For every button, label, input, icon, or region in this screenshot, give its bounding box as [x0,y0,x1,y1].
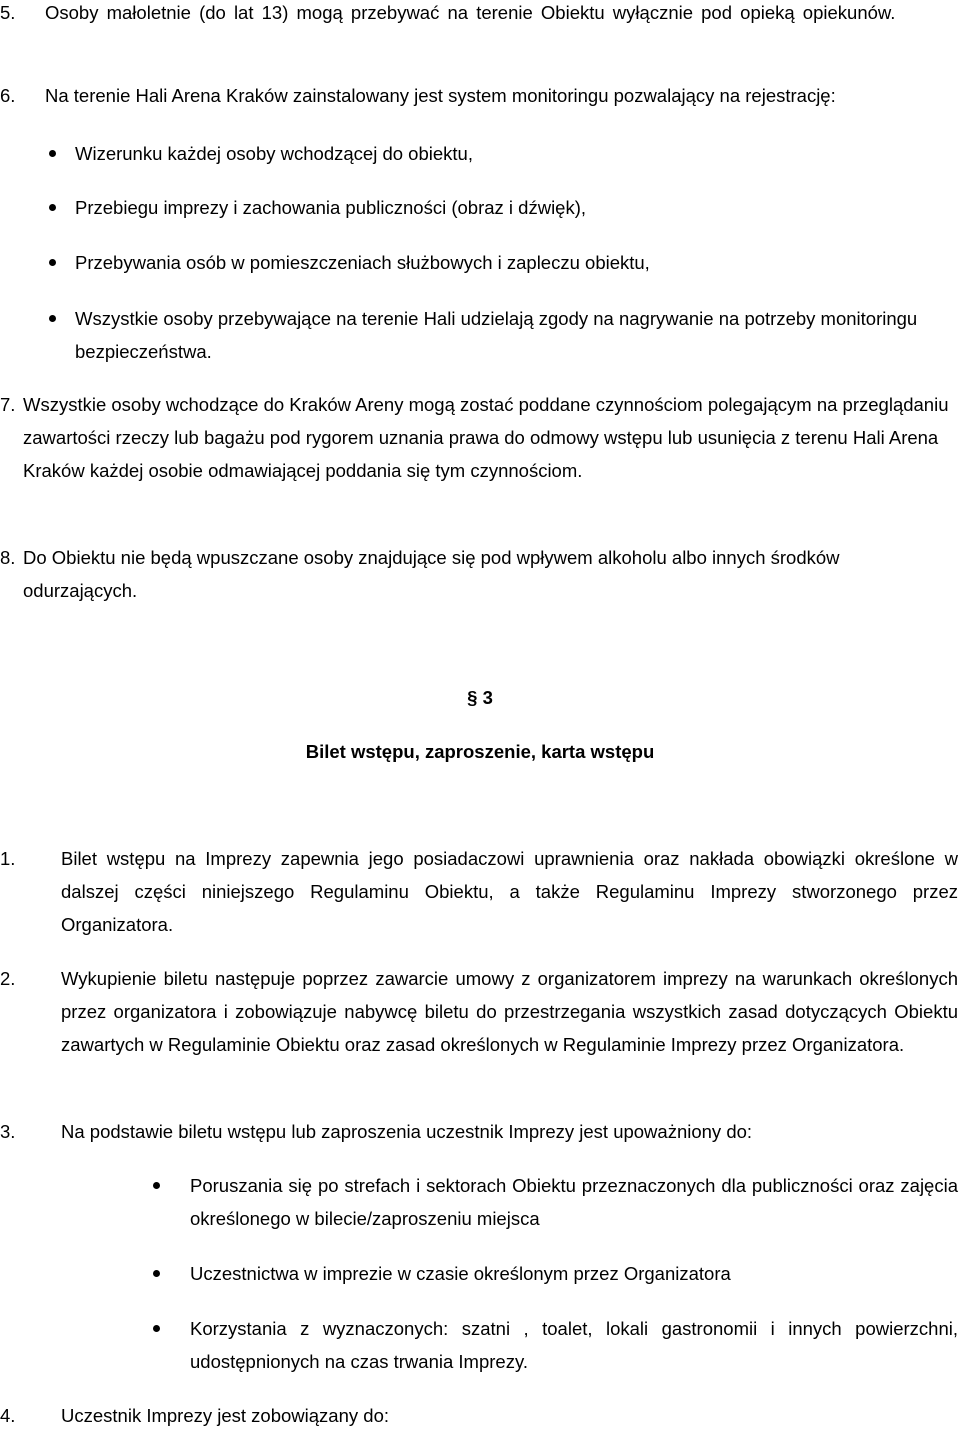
list-item-text: Przebywania osób w pomieszczeniach służbowych i zapleczu obiektu, [75,252,650,273]
list-item-text: Korzystania z wyznaczonych: szatni , toalet, lokali gastronomii i innych powierzchni, udostępnionych na czas trwania Imprezy. [190,1318,958,1372]
section-title: Bilet wstępu, zaproszenie, karta wstępu [305,741,655,762]
list-item-text: Przebiegu imprezy i zachowania publiczności (obraz i dźwięk), [75,197,587,218]
list-item-text: Poruszania się po strefach i sektorach Obiektu przeznaczonych dla publiczności oraz zajęcia określonego w bilecie/zaproszeniu miejsca [190,1175,958,1229]
item-text: Do Obiektu nie będą wpuszczane osoby znajdujące się pod wpływem alkoholu albo innych środków odurzających. [23,547,840,601]
item-text: Osoby małoletnie (do lat 13) mogą przebywać na terenie Obiektu wyłącznie pod opieką opiekunów. [45,2,896,23]
item-text: Uczestnik Imprezy jest zobowiązany do: [61,1405,389,1426]
item-number: 4. [0,1405,16,1426]
list-item-text: Wizerunku każdej osoby wchodzącej do obiektu, [75,143,473,164]
item-number: 1. [0,848,16,869]
bullet-icon [49,315,56,322]
item-number: 8. [0,547,16,568]
section-symbol: § 3 [467,687,493,708]
item-text: Wykupienie biletu następuje poprzez zawarcie umowy z organizatorem imprezy na warunkach określonych przez organizatora i zobowiązuje nabywcę biletu do przestrzegania wszystkich zasad dotyczących Obiektu zawartych w Regulaminie Obiektu oraz zasad określonych w Regulaminie Imprezy przez Organizatora. [61,968,958,1055]
list-item-text: Uczestnictwa w imprezie w czasie określonym przez Organizatora [190,1263,731,1284]
bullet-icon [153,1182,160,1189]
item-text: Bilet wstępu na Imprezy zapewnia jego posiadaczowi uprawnienia oraz nakłada obowiązki określone w dalszej części niniejszego Regulaminu Obiektu, a także Regulaminu Imprezy stworzonego przez Organizatora. [61,848,958,935]
item-number: 7. [0,394,16,415]
item-text: Na podstawie biletu wstępu lub zaproszenia uczestnik Imprezy jest upoważniony do: [61,1121,753,1142]
bullet-icon [49,259,56,266]
bullet-icon [153,1270,160,1277]
bullet-icon [49,150,56,157]
item-number: 6. [0,85,16,106]
item-number: 3. [0,1121,16,1142]
item-text: Na terenie Hali Arena Kraków zainstalowany jest system monitoringu pozwalający na rejestrację: [45,85,836,106]
bullet-icon [49,204,56,211]
item-text: Wszystkie osoby wchodzące do Kraków Areny mogą zostać poddane czynnościom polegającym na przeglądaniu zawartości rzeczy lub bagażu pod rygorem uznania prawa do odmowy wstępu lub usunięcia z terenu Hali Arena Kraków każdej osobie odmawiającej poddania się tym czynnościom. [23,394,949,481]
item-number: 5. [0,2,16,23]
bullet-icon [153,1325,160,1332]
list-item-text: Wszystkie osoby przebywające na terenie Hali udzielają zgody na nagrywanie na potrzeby monitoringu bezpieczeństwa. [75,308,918,362]
item-number: 2. [0,968,16,989]
